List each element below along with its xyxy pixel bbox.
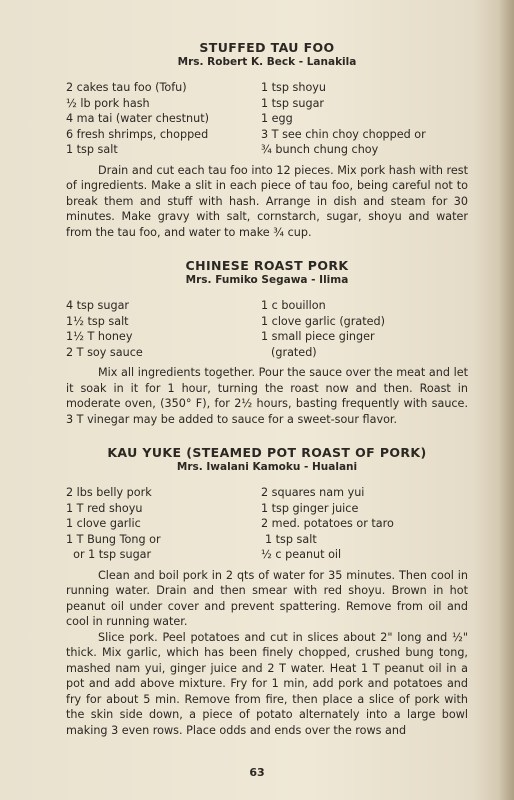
ingredients-list [66,485,468,563]
recipe-instructions: Mix all ingredients together. Pour the sauce over the meat and let it soak in it for 1 hour, turning the roast now and then. Roast in moderate oven, (350° F), for 2½ hours, basting frequently with sauce. 3 T vinegar may be added to sauce for a sweet-sour flavor. [66,366,468,426]
ingredient-item: 4 tsp sugar [66,299,130,312]
recipe-title: KAU YUKE (STEAMED POT ROAST OF PORK) [107,445,427,460]
ingredient-item: 1 tsp salt [265,532,317,546]
recipe-author: Mrs. Iwalani Kamoku - Hualani [176,461,358,473]
page-number: 63 [249,766,265,779]
recipe-author: Mrs. Fumiko Segawa - Ilima [185,274,349,286]
ingredients-left-column [66,485,261,563]
ingredient-item: 2 squares nam yui [261,486,365,499]
ingredient-item: 1 c bouillon [261,299,326,312]
recipe-kau-yuke [66,445,468,738]
ingredient-item: or 1 tsp sugar [66,548,152,561]
ingredient-item: 1 T red shoyu [66,501,143,515]
ingredients-left-column [66,80,261,158]
ingredients-right-column [261,298,468,360]
recipe-author: Mrs. Robert K. Beck - Lanakila [177,56,357,68]
ingredient-item: 1 clove garlic (grated) [261,314,385,328]
ingredient-item: 2 lbs belly pork [66,486,152,499]
recipe-instructions: Drain and cut each tau foo into 12 pieces. Mix pork hash with rest of ingredients. Make a slit in each piece of tau foo, being careful not to break them and stuff with hash. Arrange in dish and steam for 30 minutes. Make gravy with salt, cornstarch, sugar, shoyu and water from the tau foo, and water to make ¾ cup. [66,163,468,239]
ingredient-item: 1 egg [261,112,293,125]
ingredient-item: 1 tsp salt [66,143,118,156]
ingredients-right-column [261,80,468,158]
ingredients-left-column [66,298,261,360]
ingredient-item: 1 clove garlic [66,517,141,530]
ingredient-item: 2 T soy sauce [66,345,143,359]
ingredients-list [66,80,468,158]
ingredient-item: (grated) [271,345,317,359]
ingredient-item: 1½ T honey [66,330,133,343]
recipe-stuffed-tau-foo [66,40,468,240]
recipe-chinese-roast-pork [66,258,468,427]
ingredient-item: 6 fresh shrimps, chopped [66,127,209,141]
recipe-title: CHINESE ROAST PORK [185,258,349,273]
ingredient-item: 1½ tsp salt [66,314,129,328]
ingredient-item: 4 ma tai (water chestnut) [66,112,209,125]
page-binding-shadow [498,0,514,800]
recipe-instructions: Clean and boil pork in 2 qts of water for 35 minutes. Then cool in running water. Drain and then smear with red shoyu. Brown in hot peanut oil under cover and prevent spattering. Remove from oil and cool in running water. [66,568,468,628]
ingredient-item: 2 cakes tau foo (Tofu) [66,81,187,94]
ingredients-right-column [261,485,468,563]
recipe-title: STUFFED TAU FOO [199,40,335,55]
ingredient-item: ½ lb pork hash [66,96,150,110]
ingredient-item: ½ c peanut oil [261,548,342,561]
recipe-instructions: Slice pork. Peel potatoes and cut in slices about 2" long and ½" thick. Mix garlic, which has been finely chopped, crushed bung tong, mashed nam yui, ginger juice and 2 T water. Heat 1 T peanut oil in a pot and add above mixture. Fry for 1 min, add pork and potatoes and fry for about 5 min. Remove from fire, then place a slice of pork with the skin side down, a piece of potato alternately into a large bowl making 3 even rows. Place odds and ends over the rows and [66,630,468,737]
ingredient-item: 1 tsp shoyu [261,81,327,94]
ingredient-item: 2 med. potatoes or taro [261,517,394,530]
ingredient-item: ¾ bunch chung choy [261,143,379,156]
page-content [66,40,468,756]
ingredient-item: 1 small piece ginger [261,330,375,343]
ingredient-item: 1 tsp sugar [261,96,325,110]
ingredient-item: 1 T Bung Tong or [66,532,161,546]
ingredient-item: 3 T see chin choy chopped or [261,127,426,141]
ingredients-list [66,298,468,360]
ingredient-item: 1 tsp ginger juice [261,501,359,515]
